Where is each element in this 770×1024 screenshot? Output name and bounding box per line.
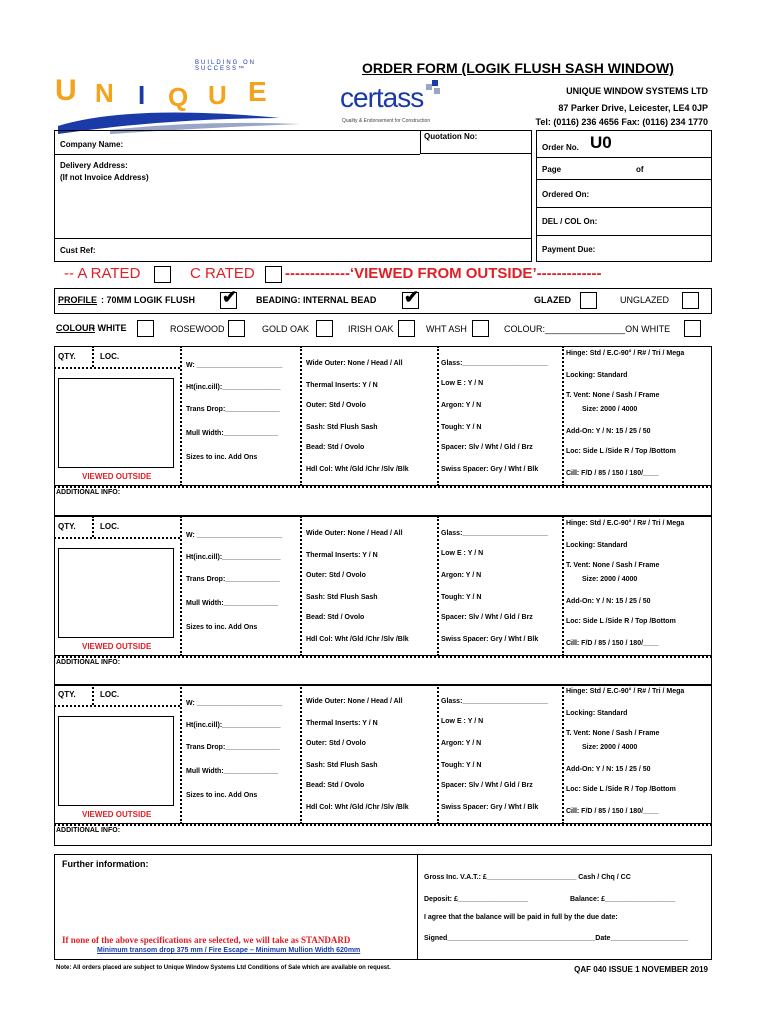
item-3-header-divider bbox=[54, 705, 180, 707]
item-3-glass-option-5[interactable]: Spacer: Slv / Wht / Gld / Brz bbox=[441, 782, 533, 789]
page-label: Page bbox=[542, 165, 562, 174]
certass-mark-icon bbox=[426, 80, 442, 96]
item-3-hardware-option-7[interactable]: Cill: F/D / 85 / 150 / 180/____ bbox=[566, 808, 659, 815]
item-2-col-divider-1 bbox=[180, 516, 182, 656]
certass-tagline: Quality & Endorsement for Construction bbox=[342, 118, 431, 124]
item-2-frame-option-1[interactable]: Wide Outer: None / Head / All bbox=[306, 530, 403, 537]
item-1-glass-option-3[interactable]: Argon: Y / N bbox=[441, 402, 482, 409]
item-3-frame-option-3[interactable]: Outer: Std / Ovolo bbox=[306, 740, 366, 747]
item-3-hardware-option-2[interactable]: Locking: Standard bbox=[566, 710, 628, 717]
delivery-address-field[interactable] bbox=[54, 155, 532, 238]
item-1-glass-option-2[interactable]: Low E : Y / N bbox=[441, 380, 484, 387]
item-1-glass-option-6[interactable]: Swiss Spacer: Gry / Wht / Blk bbox=[441, 466, 539, 473]
quotation-no-label: Quotation No: bbox=[424, 132, 478, 141]
item-1-frame-option-6[interactable]: Hdl Col: Wht /Gld /Chr /Slv /Blk bbox=[306, 466, 409, 473]
item-1-drawing-area[interactable] bbox=[58, 378, 174, 468]
item-3-hardware-option-3[interactable]: T. Vent: None / Sash / Frame bbox=[566, 730, 660, 737]
signature-field[interactable]: Signed______________________________________Date____________________ bbox=[424, 935, 689, 942]
delivery-address-sublabel: (If not Invoice Address) bbox=[60, 173, 149, 182]
item-3-col-divider-3 bbox=[437, 684, 439, 824]
colour-other-field[interactable]: COLOUR:________________ON WHITE bbox=[504, 324, 671, 334]
item-1-hardware-option-4[interactable]: Size: 2000 / 4000 bbox=[582, 406, 638, 413]
logo-letter-n: N bbox=[95, 78, 114, 108]
deposit-field[interactable]: Deposit: £__________________ bbox=[424, 896, 528, 903]
item-1-col-divider-2 bbox=[300, 346, 302, 486]
company-logo bbox=[50, 60, 310, 140]
item-1-frame-option-5[interactable]: Bead: Std / Ovolo bbox=[306, 444, 365, 451]
unglazed-checkbox[interactable] bbox=[682, 292, 699, 309]
item-2-qty-label: QTY. bbox=[58, 522, 76, 531]
colour-irish-oak-label: IRISH OAK bbox=[348, 324, 394, 334]
minimum-size-note: Minimum transom drop 375 mm / Fire Escape – Minimum Mullion Width 620mm bbox=[97, 947, 361, 954]
item-2-dim-field-2[interactable]: Ht(inc.cill):_______________ bbox=[186, 554, 281, 561]
cust-ref-label: Cust Ref: bbox=[60, 246, 96, 255]
colour-on-white-checkbox[interactable] bbox=[684, 320, 701, 337]
logo-letter-e: E bbox=[248, 76, 267, 107]
c-rated-label: C RATED bbox=[190, 265, 255, 282]
c-rated-checkbox[interactable] bbox=[265, 266, 282, 283]
item-1-qty-divider bbox=[92, 346, 94, 367]
document-code: QAF 040 ISSUE 1 NOVEMBER 2019 bbox=[574, 965, 708, 974]
item-1-qty-label: QTY. bbox=[58, 352, 76, 361]
item-1-dim-field-5: Sizes to inc. Add Ons bbox=[186, 454, 258, 461]
item-1-glass-option-5[interactable]: Spacer: Slv / Wht / Gld / Brz bbox=[441, 444, 533, 451]
item-3-col-divider-2 bbox=[300, 684, 302, 824]
item-1-glass-option-4[interactable]: Tough: Y / N bbox=[441, 424, 482, 431]
item-2-hardware-option-1[interactable]: Hinge: Std / E.C-90° / R# / Tri / Mega bbox=[566, 520, 685, 527]
item-3-frame-option-6[interactable]: Hdl Col: Wht /Gld /Chr /Slv /Blk bbox=[306, 804, 409, 811]
glazed-checkbox[interactable] bbox=[580, 292, 597, 309]
logo-letter-q: Q bbox=[168, 82, 189, 112]
item-2-hardware-option-6[interactable]: Loc: Side L /Side R / Top /Bottom bbox=[566, 618, 676, 625]
item-3-additional-info-field[interactable] bbox=[54, 824, 712, 846]
item-2-additional-info-label: ADDITIONAL INFO: bbox=[56, 659, 121, 666]
item-3-dim-field-2[interactable]: Ht(inc.cill):_______________ bbox=[186, 722, 281, 729]
item-1-glass-option-1[interactable]: Glass:______________________ bbox=[441, 360, 549, 367]
item-2-drawing-area[interactable] bbox=[58, 548, 174, 638]
item-3-qty-divider bbox=[92, 684, 94, 705]
item-3-dim-field-3[interactable]: Trans Drop:______________ bbox=[186, 744, 280, 751]
profile-value: : 70MM LOGIK FLUSH bbox=[101, 295, 195, 305]
item-1-hardware-option-3[interactable]: T. Vent: None / Sash / Frame bbox=[566, 392, 660, 399]
item-3-hardware-option-5[interactable]: Add-On: Y / N: 15 / 25 / 50 bbox=[566, 766, 651, 773]
logo-letter-u: U bbox=[55, 74, 77, 107]
item-2-glass-option-2[interactable]: Low E : Y / N bbox=[441, 550, 484, 557]
colour-white-checkbox[interactable] bbox=[137, 320, 154, 337]
profile-label: PROFILE bbox=[58, 295, 98, 305]
item-1-hardware-option-7[interactable]: Cill: F/D / 85 / 150 / 180/____ bbox=[566, 470, 659, 477]
logo-tagline: BUILDING ON SUCCESS™ bbox=[195, 60, 257, 72]
item-2-glass-option-1[interactable]: Glass:______________________ bbox=[441, 530, 549, 537]
colour-wht-ash-label: WHT ASH bbox=[426, 324, 467, 334]
company-address: 87 Parker Drive, Leicester, LE4 0JP bbox=[558, 103, 708, 113]
item-3-glass-option-2[interactable]: Low E : Y / N bbox=[441, 718, 484, 725]
item-2-glass-option-3[interactable]: Argon: Y / N bbox=[441, 572, 482, 579]
balance-field[interactable]: Balance: £__________________ bbox=[570, 896, 676, 903]
item-2-frame-option-4[interactable]: Sash: Std Flush Sash bbox=[306, 594, 378, 601]
item-3-hardware-option-1[interactable]: Hinge: Std / E.C-90° / R# / Tri / Mega bbox=[566, 688, 685, 695]
item-3-additional-info-label: ADDITIONAL INFO: bbox=[56, 827, 121, 834]
item-2-hardware-option-3[interactable]: T. Vent: None / Sash / Frame bbox=[566, 562, 660, 569]
glazed-label: GLAZED bbox=[534, 295, 571, 305]
colour-label: COLOUR bbox=[56, 323, 95, 333]
agree-statement: I agree that the balance will be paid in full by the due date: bbox=[424, 914, 618, 921]
item-2-glass-option-5[interactable]: Spacer: Slv / Wht / Gld / Brz bbox=[441, 614, 533, 621]
certass-logo bbox=[340, 82, 450, 128]
logo-letter-i: I bbox=[138, 80, 146, 110]
item-1-col-divider-4 bbox=[562, 346, 564, 486]
item-3-dim-field-5: Sizes to inc. Add Ons bbox=[186, 792, 258, 799]
item-2-hardware-option-4[interactable]: Size: 2000 / 4000 bbox=[582, 576, 638, 583]
item-1-hardware-option-6[interactable]: Loc: Side L /Side R / Top /Bottom bbox=[566, 448, 676, 455]
item-3-frame-option-4[interactable]: Sash: Std Flush Sash bbox=[306, 762, 378, 769]
item-1-frame-option-1[interactable]: Wide Outer: None / Head / All bbox=[306, 360, 403, 367]
item-2-dim-field-1[interactable]: W: ______________________ bbox=[186, 532, 283, 539]
item-1-frame-option-3[interactable]: Outer: Std / Ovolo bbox=[306, 402, 366, 409]
page-of-label: of bbox=[636, 165, 644, 174]
item-2-loc-label: LOC. bbox=[100, 522, 120, 531]
item-3-dim-field-4[interactable]: Mull Width:______________ bbox=[186, 768, 279, 775]
item-2-frame-option-3[interactable]: Outer: Std / Ovolo bbox=[306, 572, 366, 579]
item-2-qty-divider bbox=[92, 516, 94, 537]
colour-rosewood-checkbox[interactable] bbox=[228, 320, 245, 337]
item-3-frame-option-2[interactable]: Thermal Inserts: Y / N bbox=[306, 720, 378, 727]
item-2-viewed-outside: VIEWED OUTSIDE bbox=[82, 642, 152, 651]
item-2-col-divider-2 bbox=[300, 516, 302, 656]
item-3-drawing-area[interactable] bbox=[58, 716, 174, 806]
item-1-viewed-outside: VIEWED OUTSIDE bbox=[82, 472, 152, 481]
item-2-glass-option-4[interactable]: Tough: Y / N bbox=[441, 594, 482, 601]
item-3-glass-option-6[interactable]: Swiss Spacer: Gry / Wht / Blk bbox=[441, 804, 539, 811]
gross-field[interactable]: Gross Inc. V.A.T.: £_______________________ Cash / Chq / CC bbox=[424, 874, 631, 881]
item-2-additional-info-field[interactable] bbox=[54, 656, 712, 686]
order-no-label: Order No. bbox=[542, 143, 579, 152]
item-2-col-divider-3 bbox=[437, 516, 439, 656]
ordered-on-label: Ordered On: bbox=[542, 190, 590, 199]
item-1-col-divider-1 bbox=[180, 346, 182, 486]
conditions-note: Note: All orders placed are subject to Unique Window Systems Ltd Conditions of Sale which are available on request. bbox=[56, 965, 391, 971]
colour-wht-ash-checkbox[interactable] bbox=[472, 320, 489, 337]
item-3-frame-option-5[interactable]: Bead: Std / Ovolo bbox=[306, 782, 365, 789]
item-1-loc-label: LOC. bbox=[100, 352, 120, 361]
item-3-col-divider-4 bbox=[562, 684, 564, 824]
standard-warning: If none of the above specifications are selected, we will take as STANDARD bbox=[62, 935, 351, 945]
page-field[interactable] bbox=[536, 158, 712, 180]
item-3-hardware-option-6[interactable]: Loc: Side L /Side R / Top /Bottom bbox=[566, 786, 676, 793]
item-2-glass-option-6[interactable]: Swiss Spacer: Gry / Wht / Blk bbox=[441, 636, 539, 643]
delivery-address-label: Delivery Address: bbox=[60, 161, 128, 170]
further-information-label: Further information: bbox=[62, 859, 149, 869]
colour-irish-oak-checkbox[interactable] bbox=[398, 320, 415, 337]
item-3-loc-label: LOC. bbox=[100, 690, 120, 699]
item-1-dim-field-2[interactable]: Ht(inc.cill):_______________ bbox=[186, 384, 281, 391]
item-1-additional-info-label: ADDITIONAL INFO: bbox=[56, 489, 121, 496]
del-col-label: DEL / COL On: bbox=[542, 217, 598, 226]
item-3-viewed-outside: VIEWED OUTSIDE bbox=[82, 810, 152, 819]
item-1-dim-field-1[interactable]: W: ______________________ bbox=[186, 362, 283, 369]
item-1-dim-field-3[interactable]: Trans Drop:______________ bbox=[186, 406, 280, 413]
item-3-hardware-option-4[interactable]: Size: 2000 / 4000 bbox=[582, 744, 638, 751]
item-2-col-divider-4 bbox=[562, 516, 564, 656]
item-3-col-divider-1 bbox=[180, 684, 182, 824]
company-name-heading: UNIQUE WINDOW SYSTEMS LTD bbox=[566, 86, 708, 96]
item-2-dim-field-4[interactable]: Mull Width:______________ bbox=[186, 600, 279, 607]
order-no-prefix: U0 bbox=[590, 133, 612, 152]
item-1-hardware-option-2[interactable]: Locking: Standard bbox=[566, 372, 628, 379]
company-contact: Tel: (0116) 236 4656 Fax: (0116) 234 1770 bbox=[535, 117, 708, 127]
item-3-frame-option-1[interactable]: Wide Outer: None / Head / All bbox=[306, 698, 403, 705]
item-1-frame-option-4[interactable]: Sash: Std Flush Sash bbox=[306, 424, 378, 431]
item-2-dim-field-5: Sizes to inc. Add Ons bbox=[186, 624, 258, 631]
item-1-hardware-option-1[interactable]: Hinge: Std / E.C-90° / R# / Tri / Mega bbox=[566, 350, 685, 357]
a-rated-checkbox[interactable] bbox=[154, 266, 171, 283]
item-3-glass-option-1[interactable]: Glass:______________________ bbox=[441, 698, 549, 705]
colour-rosewood-label: ROSEWOOD bbox=[170, 324, 225, 334]
certass-name: certass bbox=[340, 82, 424, 113]
item-3-dim-field-1[interactable]: W: ______________________ bbox=[186, 700, 283, 707]
item-1-additional-info-field[interactable] bbox=[54, 486, 712, 516]
a-rated-label: -- A RATED bbox=[64, 265, 141, 282]
item-2-hardware-option-5[interactable]: Add-On: Y / N: 15 / 25 / 50 bbox=[566, 598, 651, 605]
form-title: ORDER FORM (LOGIK FLUSH SASH WINDOW) bbox=[362, 60, 674, 76]
colour-gold-oak-checkbox[interactable] bbox=[316, 320, 333, 337]
item-2-hardware-option-2[interactable]: Locking: Standard bbox=[566, 542, 628, 549]
item-1-dim-field-4[interactable]: Mull Width:______________ bbox=[186, 430, 279, 437]
colour-white-label: - WHITE bbox=[92, 323, 127, 333]
logo-letter-u2: U bbox=[208, 80, 227, 110]
item-2-frame-option-2[interactable]: Thermal Inserts: Y / N bbox=[306, 552, 378, 559]
item-2-header-divider bbox=[54, 537, 180, 539]
colour-gold-oak-label: GOLD OAK bbox=[262, 324, 310, 334]
beading-check-icon: ✔ bbox=[404, 287, 420, 307]
item-2-hardware-option-7[interactable]: Cill: F/D / 85 / 150 / 180/____ bbox=[566, 640, 659, 647]
item-3-qty-label: QTY. bbox=[58, 690, 76, 699]
profile-check-icon: ✔ bbox=[222, 287, 238, 307]
item-3-glass-option-3[interactable]: Argon: Y / N bbox=[441, 740, 482, 747]
cust-ref-field[interactable] bbox=[54, 238, 532, 262]
viewed-from-outside-banner: -------------‘VIEWED FROM OUTSIDE’------------- bbox=[285, 265, 602, 282]
item-1-hardware-option-5[interactable]: Add-On: Y / N: 15 / 25 / 50 bbox=[566, 428, 651, 435]
beading-label: BEADING: INTERNAL BEAD bbox=[256, 295, 377, 305]
item-2-frame-option-5[interactable]: Bead: Std / Ovolo bbox=[306, 614, 365, 621]
payment-due-label: Payment Due: bbox=[542, 245, 596, 254]
item-2-frame-option-6[interactable]: Hdl Col: Wht /Gld /Chr /Slv /Blk bbox=[306, 636, 409, 643]
item-3-glass-option-4[interactable]: Tough: Y / N bbox=[441, 762, 482, 769]
item-1-frame-option-2[interactable]: Thermal Inserts: Y / N bbox=[306, 382, 378, 389]
unglazed-label: UNGLAZED bbox=[620, 295, 670, 305]
company-name-label: Company Name: bbox=[60, 140, 124, 149]
item-2-dim-field-3[interactable]: Trans Drop:______________ bbox=[186, 576, 280, 583]
item-1-header-divider bbox=[54, 367, 180, 369]
item-1-col-divider-3 bbox=[437, 346, 439, 486]
